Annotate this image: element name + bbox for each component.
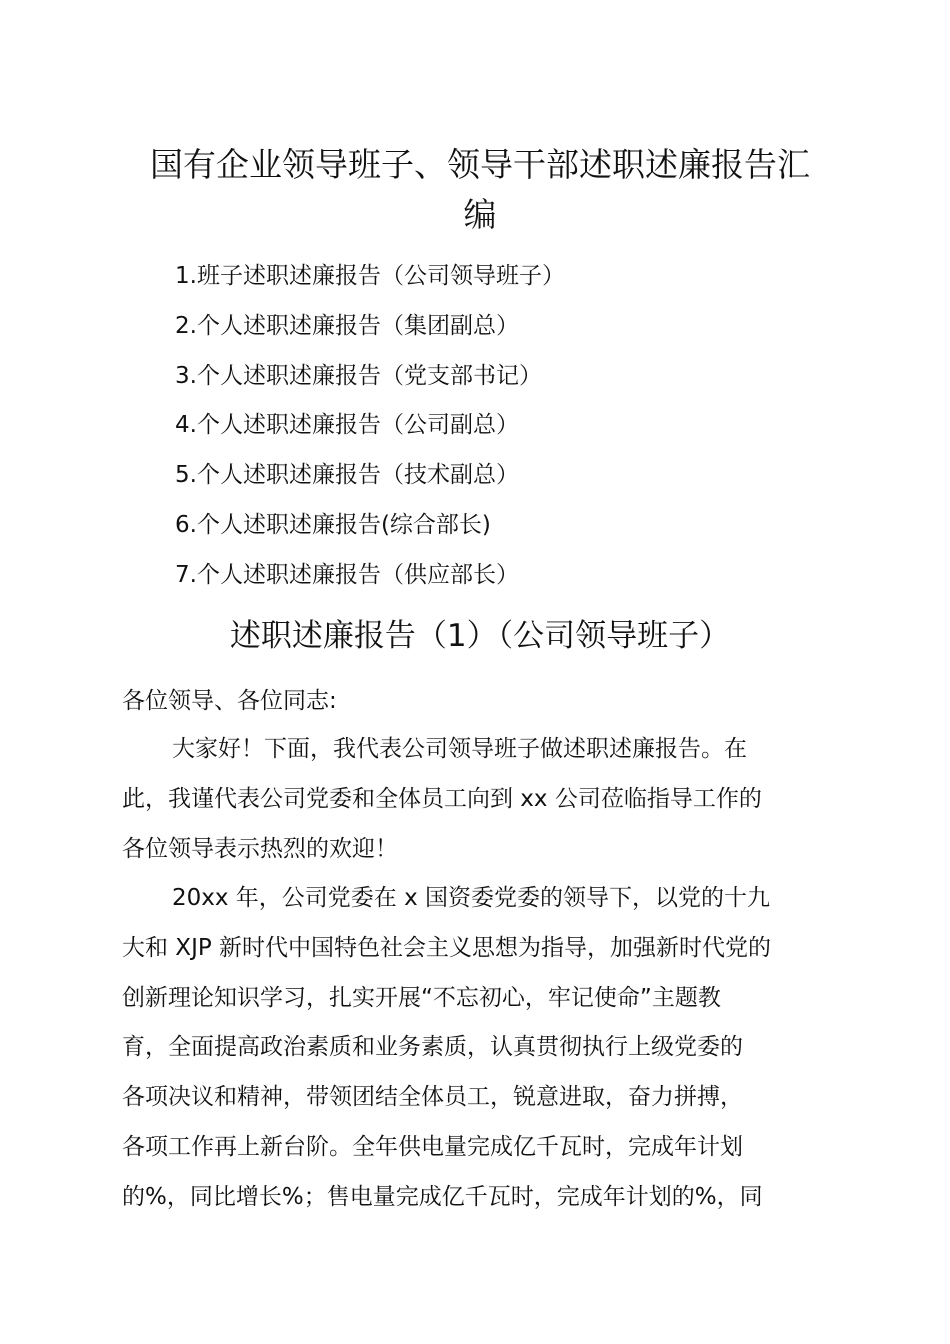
- paragraph-line: 此，我谨代表公司党委和全体员工向到 xx 公司莅临指导工作的: [122, 785, 762, 812]
- section-title: 述职述廉报告（1）（公司领导班子）: [229, 618, 731, 654]
- toc-item: 5.个人述职述廉报告（技术副总）: [175, 462, 519, 489]
- paragraph-line: 创新理论知识学习，扎实开展“不忘初心，牢记使命”主题教: [122, 984, 721, 1011]
- document-title-line-1: 国有企业领导班子、领导干部述职述廉报告汇: [150, 145, 810, 184]
- salutation: 各位领导、各位同志:: [122, 688, 337, 714]
- paragraph-line: 各位领导表示热烈的欢迎！: [122, 835, 398, 862]
- toc-item: 1.班子述职述廉报告（公司领导班子）: [175, 263, 565, 289]
- document-title: [120, 140, 840, 240]
- paragraph-1: [122, 725, 842, 874]
- toc-item: 7.个人述职述廉报告（供应部长）: [175, 561, 519, 588]
- paragraph-line: 各项决议和精神，带领团结全体员工，锐意进取，奋力拼搏，: [122, 1084, 743, 1111]
- toc-item: 2.个人述职述廉报告（集团副总）: [175, 312, 519, 339]
- paragraph-line: 的%，同比增长%；售电量完成亿千瓦时，完成年计划的%，同: [122, 1183, 763, 1210]
- toc-item: 6.个人述职述廉报告(综合部长): [175, 511, 491, 538]
- paragraph-line: 育，全面提高政治素质和业务素质，认真贯彻执行上级党委的: [122, 1034, 743, 1061]
- toc-item: 3.个人述职述廉报告（党支部书记）: [175, 362, 542, 389]
- paragraph-line: 大家好！下面，我代表公司领导班子做述职述廉报告。在: [172, 736, 747, 762]
- document-title-line-2: 编: [463, 195, 497, 234]
- table-of-contents: [175, 252, 565, 601]
- toc-item: 4.个人述职述廉报告（公司副总）: [175, 412, 519, 439]
- paragraph-2: [122, 874, 842, 1223]
- paragraph-line: 各项工作再上新台阶。全年供电量完成亿千瓦时，完成年计划: [122, 1133, 743, 1160]
- paragraph-line: 20xx 年，公司党委在 x 国资委党委的领导下，以党的十九: [172, 885, 771, 911]
- paragraph-line: 大和 XJP 新时代中国特色社会主义思想为指导，加强新时代党的: [122, 934, 772, 961]
